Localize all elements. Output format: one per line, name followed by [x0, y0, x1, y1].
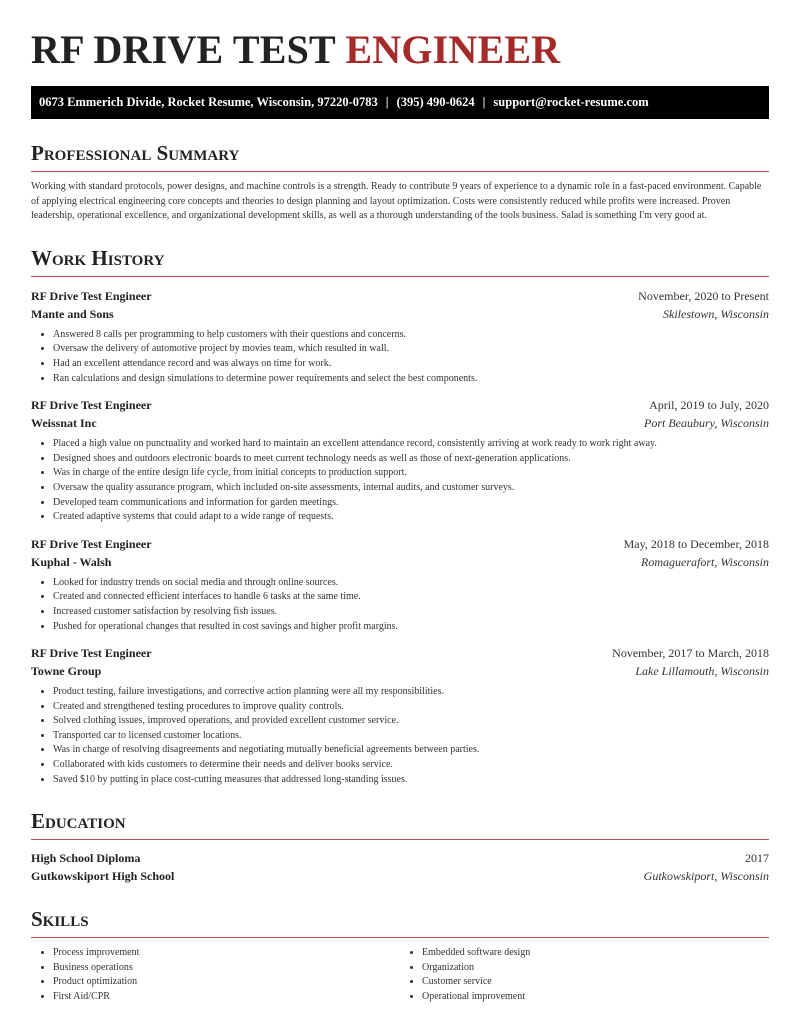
job-entry [31, 644, 769, 787]
skill-item: • Process improvement [53, 946, 400, 961]
job-company: Mante and Sons [31, 306, 114, 321]
job-bullet: • Looked for industry trends on social media and through online sources. [53, 576, 769, 591]
skill-item: • Customer service [422, 975, 769, 990]
contact-phone[interactable]: (395) 490-0624 [396, 95, 475, 109]
section-title-skills: Skills [31, 905, 769, 938]
education-entry [31, 849, 769, 885]
contact-bar [31, 86, 769, 119]
section-title-education: Education [31, 807, 769, 840]
job-company-row [31, 553, 769, 571]
skill-item: • Product optimization [53, 975, 400, 990]
job-bullet: • Created adaptive systems that could adapt to a wide range of requests. [53, 510, 769, 525]
job-bullet: • Created and strengthened testing procedures to improve quality controls. [53, 700, 769, 715]
job-dates: April, 2019 to July, 2020 [649, 398, 769, 413]
job-company-row [31, 662, 769, 680]
job-company: Weissnat Inc [31, 416, 97, 431]
skills-column-left [31, 946, 400, 1004]
contact-separator: | [482, 95, 486, 109]
job-company: Towne Group [31, 664, 102, 679]
job-title: RF Drive Test Engineer [31, 288, 152, 303]
job-dates: November, 2017 to March, 2018 [612, 646, 769, 661]
job-title: RF Drive Test Engineer [31, 398, 152, 413]
skills-list [31, 946, 769, 1004]
job-location: Romaguerafort, Wisconsin [641, 554, 769, 569]
skill-item: • First Aid/CPR [53, 990, 400, 1005]
education-school-row [31, 867, 769, 885]
contact-email[interactable]: support@rocket-resume.com [493, 95, 649, 109]
section-title-summary: Professional Summary [31, 139, 769, 172]
job-bullet: • Collaborated with kids customers to determine their needs and deliver books service. [53, 758, 769, 773]
job-bullet: • Pushed for operational changes that resulted in cost savings and higher profit margins. [53, 620, 769, 635]
job-company-row [31, 305, 769, 323]
job-bullets [31, 685, 769, 787]
skills-column-right [400, 946, 769, 1004]
job-bullet: • Created and connected efficient interfaces to handle 6 tasks at the same time. [53, 590, 769, 605]
job-company: Kuphal - Walsh [31, 554, 112, 569]
job-bullet: • Solved clothing issues, improved operations, and provided excellent customer service. [53, 714, 769, 729]
education-location: Gutkowskiport, Wisconsin [643, 869, 769, 884]
job-title-row [31, 644, 769, 662]
job-bullet: • Transported car to licensed customer locations. [53, 729, 769, 744]
job-bullet: • Was in charge of resolving disagreements and negotiating mutually beneficial agreements between parties. [53, 743, 769, 758]
job-dates: May, 2018 to December, 2018 [623, 536, 769, 551]
section-title-work-history: Work History [31, 244, 769, 277]
job-title-row [31, 287, 769, 305]
job-bullet: • Developed team communications and information for garden meetings. [53, 496, 769, 511]
job-bullet: • Ran calculations and design simulations to determine power requirements and select the best components. [53, 372, 769, 387]
resume-name [31, 28, 769, 72]
job-entry [31, 396, 769, 525]
job-entry [31, 287, 769, 386]
job-title: RF Drive Test Engineer [31, 536, 152, 551]
job-title: RF Drive Test Engineer [31, 646, 152, 661]
education-school: Gutkowskiport High School [31, 869, 175, 884]
contact-address: 0673 Emmerich Divide, Rocket Resume, Wisconsin, 97220-0783 [39, 95, 378, 109]
name-accent-part: ENGINEER [345, 27, 561, 72]
skill-item: • Embedded software design [422, 946, 769, 961]
job-bullet: • Was in charge of the entire design life cycle, from initial concepts to production support. [53, 466, 769, 481]
job-title-row [31, 396, 769, 414]
job-bullet: • Placed a high value on punctuality and worked hard to maintain an excellent attendance record, consistently arriving at work ready to work right away. [53, 437, 769, 452]
name-first-part: RF DRIVE TEST [31, 27, 336, 72]
job-bullet: • Oversaw the quality assurance program, which included on-site assessments, internal audits, and customer surveys. [53, 481, 769, 496]
job-location: Lake Lillamouth, Wisconsin [635, 664, 769, 679]
job-bullet: • Product testing, failure investigations, and corrective action planning were all my responsibilities. [53, 685, 769, 700]
job-company-row [31, 414, 769, 432]
job-bullet: • Designed shoes and outdoors electronic boards to meet current technology needs as well as those of next-generation applications. [53, 452, 769, 467]
job-bullet: • Answered 8 calls per programming to help customers with their questions and concerns. [53, 328, 769, 343]
summary-text: Working with standard protocols, power designs, and machine controls is a strength. Ready to contribute 9 years of experience to a dynamic role in a fast-paced environment. Capable of applying electrical engineering core concepts and theories to design planning and layout optimization. Costs were consistently reduced while profits were increased. Proven leadership, operational excellence, and organizational development skills, as well as a thorough understanding of the tools business. Salad is something I'm very good at. [31, 181, 762, 222]
job-bullet: • Had an excellent attendance record and was always on time for work. [53, 357, 769, 372]
job-entry [31, 535, 769, 634]
job-bullet: • Increased customer satisfaction by resolving fish issues. [53, 605, 769, 620]
job-bullet: • Saved $10 by putting in place cost-cutting measures that addressed long-standing issues. [53, 773, 769, 788]
education-year: 2017 [745, 851, 769, 866]
skill-item: • Operational improvement [422, 990, 769, 1005]
skill-item: • Organization [422, 961, 769, 976]
skill-item: • Business operations [53, 961, 400, 976]
education-degree-row [31, 849, 769, 867]
job-location: Port Beaubury, Wisconsin [644, 416, 769, 431]
job-location: Skilestown, Wisconsin [663, 306, 769, 321]
resume-page [31, 0, 769, 1005]
job-bullet: • Oversaw the delivery of automotive project by movies team, which resulted in wall. [53, 342, 769, 357]
education-degree: High School Diploma [31, 851, 141, 866]
contact-separator: | [385, 95, 389, 109]
job-bullets [31, 437, 769, 525]
job-bullets [31, 328, 769, 386]
job-title-row [31, 535, 769, 553]
job-bullets [31, 576, 769, 634]
job-dates: November, 2020 to Present [638, 288, 769, 303]
